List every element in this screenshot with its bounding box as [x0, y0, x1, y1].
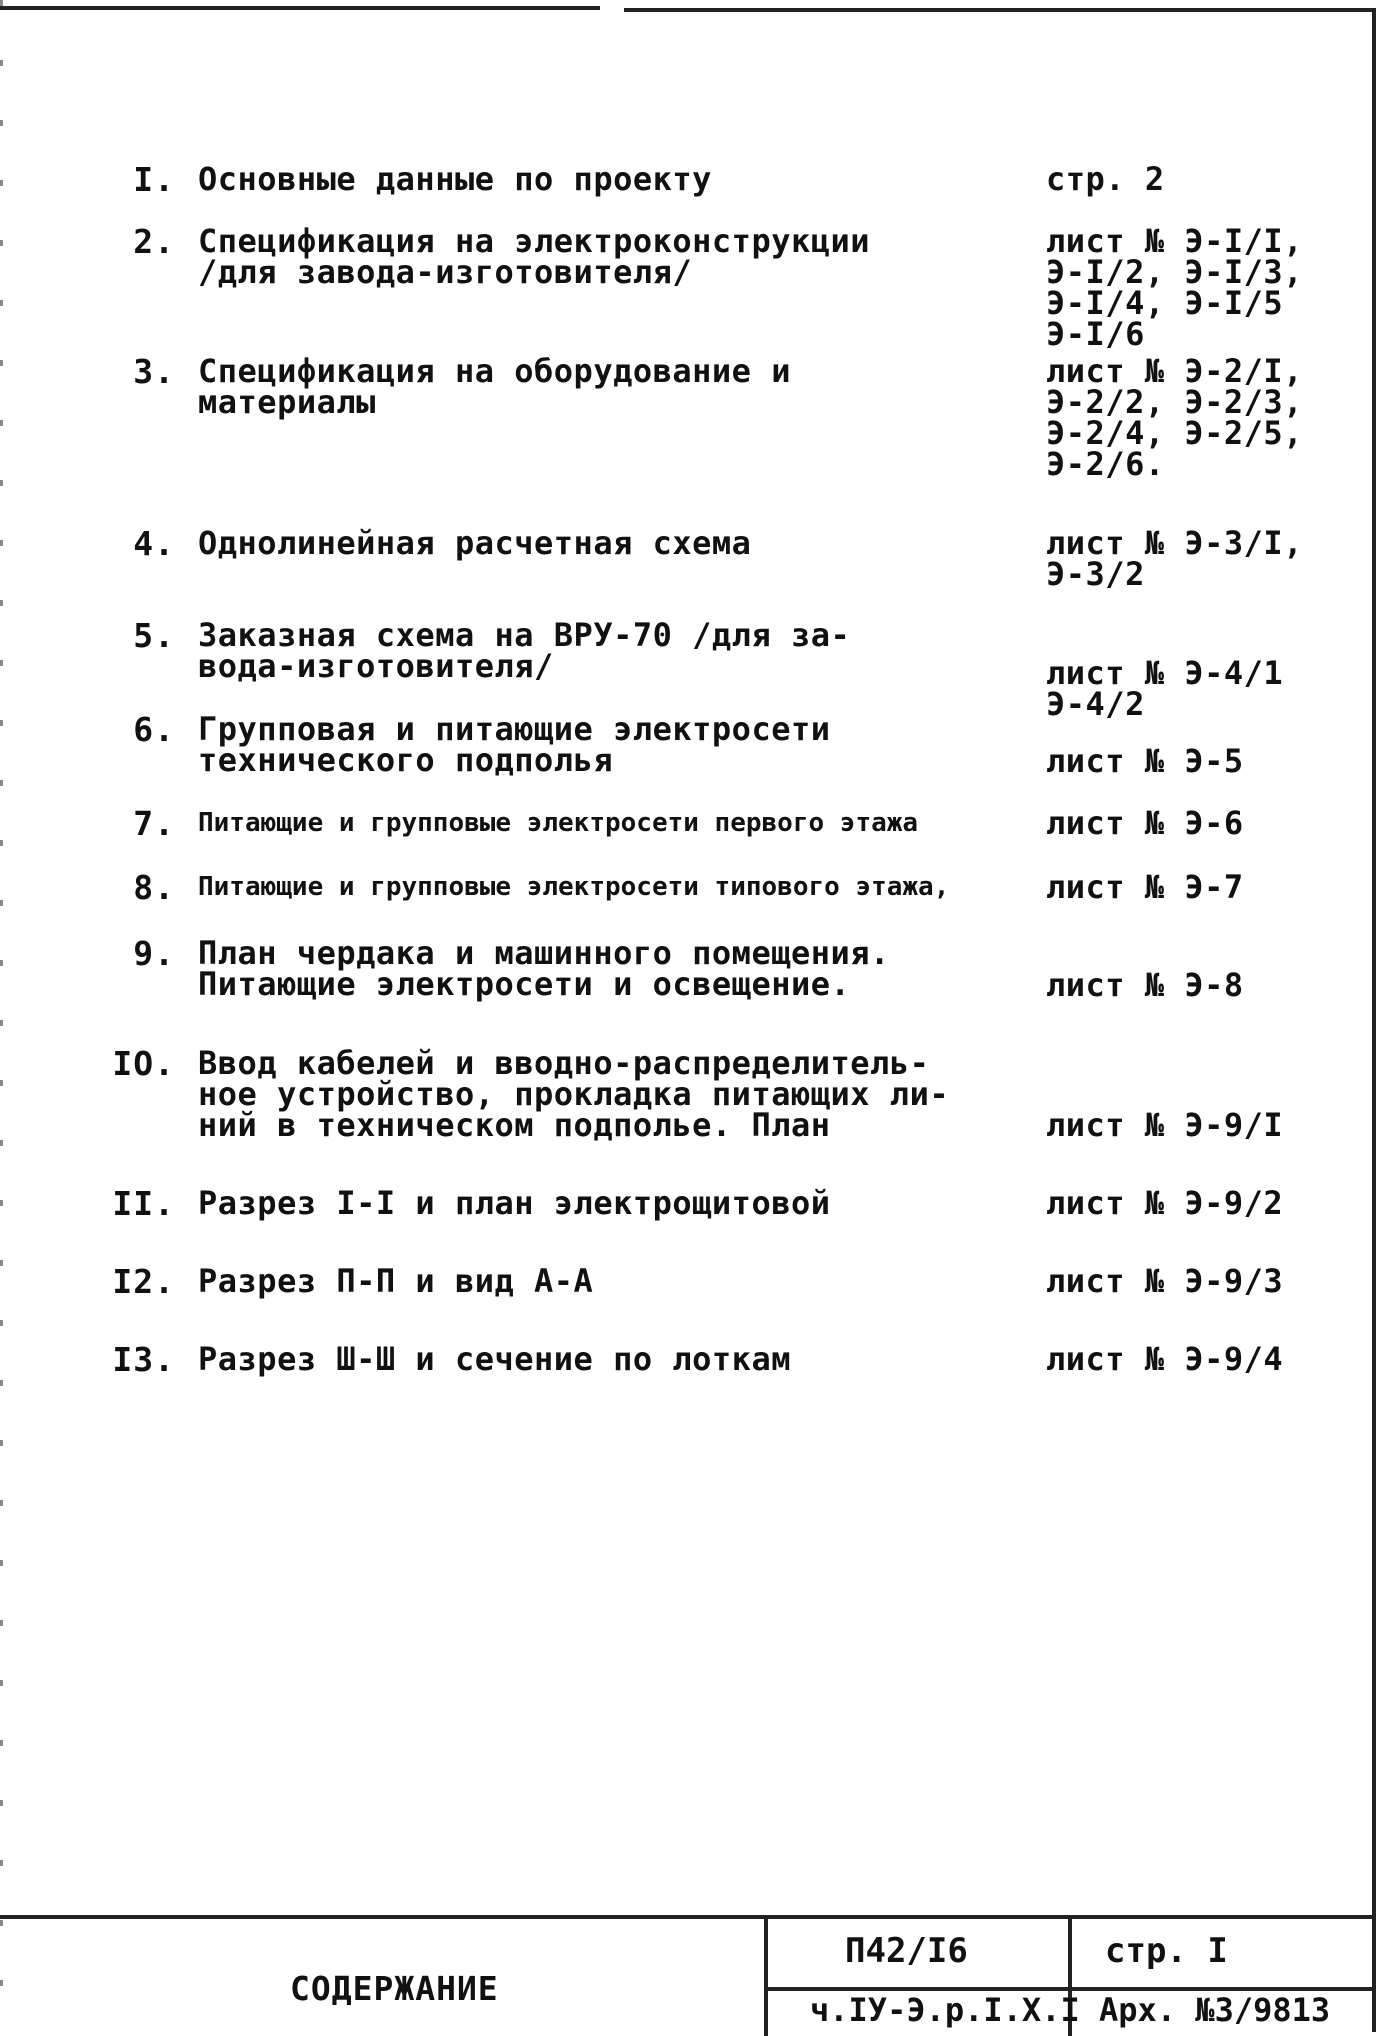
entry-title: Однолинейная расчетная схема: [198, 524, 752, 562]
entry-title: Питающие и групповые электросети первого этажа: [198, 808, 919, 838]
project-code: П42/I6: [845, 1931, 968, 1971]
entry-number: 6.: [133, 710, 175, 749]
entry-title: План чердака и машинного помещения. Питающие электросети и освещение.: [198, 934, 890, 1003]
entry-number: 2.: [133, 222, 175, 261]
frame-border-left: [0, 0, 3, 2032]
title-block-divider: [764, 1919, 768, 2036]
page-number: стр. I: [1105, 1931, 1228, 1971]
frame-border-right: [1372, 10, 1376, 2032]
entry-sheet-ref: лист № Э-6: [1046, 804, 1244, 842]
entry-number: I3.: [112, 1340, 175, 1379]
entry-title: Основные данные по проекту: [198, 160, 712, 198]
entry-number: 5.: [133, 616, 175, 655]
entry-number: 3.: [133, 352, 175, 391]
entry-title: Разрез П-П и вид А-А: [198, 1262, 594, 1300]
frame-border-top-left: [0, 6, 600, 10]
title-block: [0, 1915, 1376, 2036]
entry-title: Групповая и питающие электросети технического подполья: [198, 710, 831, 779]
document-title: СОДЕРЖАНИЕ: [290, 1969, 499, 2008]
entry-sheet-ref: лист № Э-4/1 Э-4/2: [1046, 654, 1284, 723]
entry-number: I2.: [112, 1262, 175, 1301]
entry-sheet-ref: лист № Э-8: [1046, 966, 1244, 1004]
entry-title: Спецификация на электроконструкции /для завода-изготовителя/: [198, 222, 871, 291]
entry-sheet-ref: лист № Э-3/I, Э-3/2: [1046, 524, 1303, 593]
entry-number: I.: [133, 160, 175, 199]
entry-sheet-ref: лист № Э-7: [1046, 868, 1244, 906]
entry-number: IO.: [112, 1044, 175, 1083]
entry-sheet-ref: лист № Э-9/3: [1046, 1262, 1284, 1300]
frame-border-top-right: [624, 8, 1376, 12]
entry-sheet-ref: лист № Э-5: [1046, 742, 1244, 780]
entry-sheet-ref: стр. 2: [1046, 160, 1165, 198]
entry-title: Питающие и групповые электросети типового этажа,: [198, 872, 950, 902]
entry-number: II.: [112, 1184, 175, 1223]
archive-reference: ч.IУ-Э.р.I.Х.I Арх. №3/9813: [810, 1991, 1331, 2029]
entry-title: Спецификация на оборудование и материалы: [198, 352, 791, 421]
entry-sheet-ref: лист № Э-9/I: [1046, 1106, 1284, 1144]
entry-sheet-ref: лист № Э-I/I, Э-I/2, Э-I/3, Э-I/4, Э-I/5 Э-I/6: [1046, 222, 1303, 353]
entry-title: Разрез I-I и план электрощитовой: [198, 1184, 831, 1222]
entry-sheet-ref: лист № Э-9/4: [1046, 1340, 1284, 1378]
entry-sheet-ref: лист № Э-2/I, Э-2/2, Э-2/3, Э-2/4, Э-2/5, Э-2/6.: [1046, 352, 1303, 483]
entry-number: 8.: [133, 868, 175, 907]
entry-number: 4.: [133, 524, 175, 563]
entry-title: Ввод кабелей и вводно-распределитель- ное устройство, прокладка питающих ли- ний в техническом подполье. План: [198, 1044, 950, 1144]
entry-sheet-ref: лист № Э-9/2: [1046, 1184, 1284, 1222]
entry-number: 9.: [133, 934, 175, 973]
entry-title: Разрез Ш-Ш и сечение по лоткам: [198, 1340, 791, 1378]
entry-title: Заказная схема на ВРУ-70 /для за- вода-изготовителя/: [198, 616, 851, 685]
entry-number: 7.: [133, 804, 175, 843]
